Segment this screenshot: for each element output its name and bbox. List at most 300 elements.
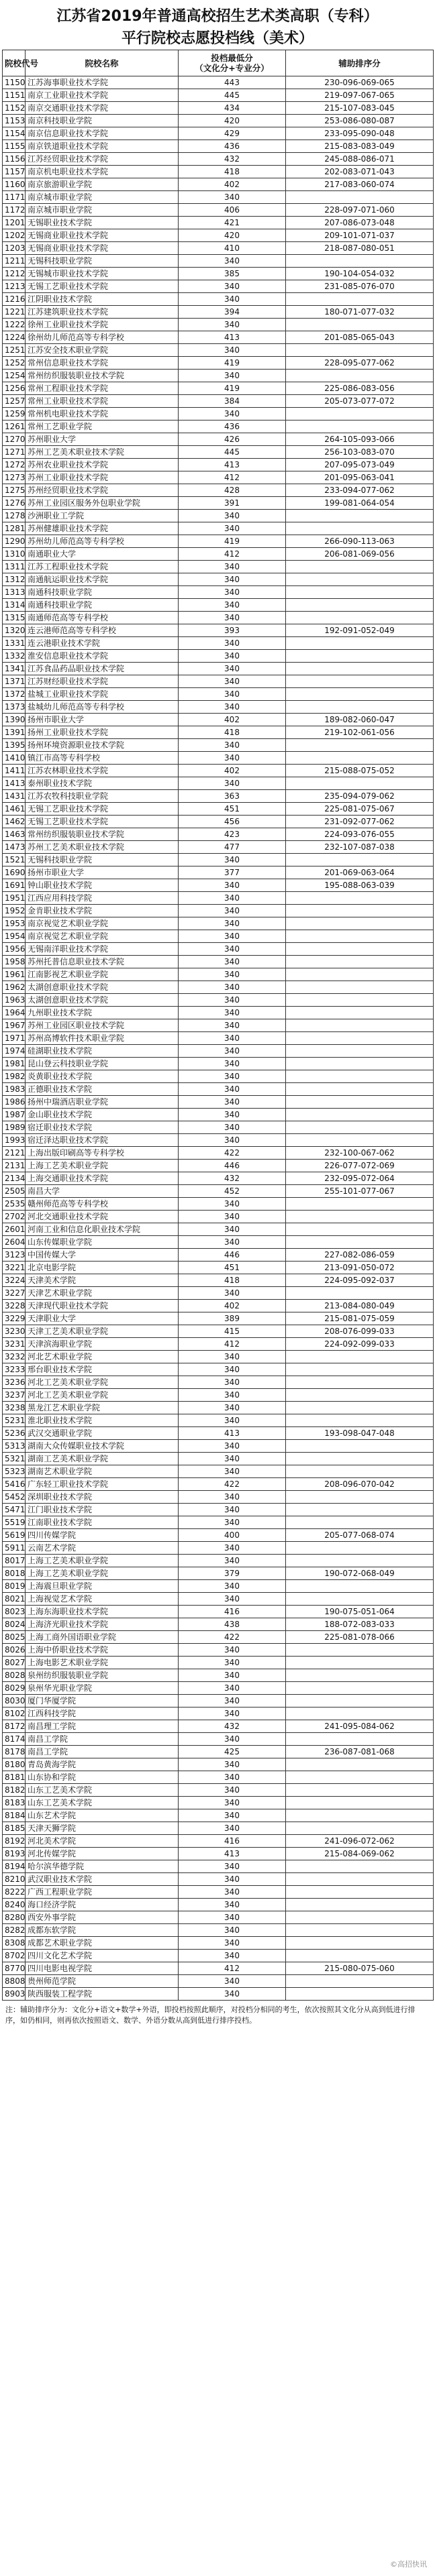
cell-score: 340	[179, 1351, 286, 1363]
cell-score: 340	[179, 573, 286, 586]
cell-code: 5416	[3, 1478, 26, 1491]
table-row	[3, 1695, 434, 1707]
table-row	[3, 1058, 434, 1070]
cell-name: 宿迁泽达职业技术学院	[26, 1134, 179, 1147]
cell-code: 1987	[3, 1109, 26, 1121]
cell-rank	[286, 1860, 434, 1873]
cell-score: 413	[179, 331, 286, 344]
cell-score: 340	[179, 1096, 286, 1109]
cell-rank	[286, 1440, 434, 1453]
cell-code: 1271	[3, 446, 26, 459]
cell-score: 340	[179, 561, 286, 573]
cell-score: 340	[179, 1376, 286, 1389]
cell-name: 金肯职业技术学院	[26, 905, 179, 917]
cell-score: 340	[179, 1121, 286, 1134]
cell-code: 1390	[3, 714, 26, 726]
table-row	[3, 1669, 434, 1682]
table-row	[3, 153, 434, 166]
cell-name: 天津现代职业技术学院	[26, 1300, 179, 1312]
cell-name: 山东协和学院	[26, 1771, 179, 1784]
cell-code: 1172	[3, 204, 26, 217]
table-row	[3, 905, 434, 917]
cell-code: 1310	[3, 548, 26, 561]
cell-rank	[286, 1019, 434, 1032]
cell-score: 340	[179, 1797, 286, 1809]
cell-score: 340	[179, 879, 286, 892]
cell-code: 1276	[3, 497, 26, 510]
cell-name: 无锡科技职业学院	[26, 854, 179, 866]
table-row	[3, 930, 434, 943]
table-row	[3, 1606, 434, 1618]
cell-score: 340	[179, 956, 286, 968]
cell-name: 常州工艺职业学院	[26, 421, 179, 433]
cell-code: 1270	[3, 433, 26, 446]
header-score-main: 投档最低分	[211, 53, 253, 63]
table-row	[3, 1211, 434, 1223]
cell-code: 8183	[3, 1797, 26, 1809]
cell-code: 8210	[3, 1873, 26, 1886]
cell-name: 天津艺术职业学院	[26, 1287, 179, 1300]
cell-name: 天津工艺美术职业学院	[26, 1325, 179, 1338]
cell-code: 3231	[3, 1338, 26, 1351]
table-row	[3, 408, 434, 421]
cell-score: 420	[179, 229, 286, 242]
table-row	[3, 1287, 434, 1300]
cell-score: 340	[179, 1771, 286, 1784]
page-title	[0, 0, 435, 50]
cell-rank: 228-097-071-060	[286, 204, 434, 217]
cell-name: 哈尔滨华德学院	[26, 1860, 179, 1873]
cell-code: 8182	[3, 1784, 26, 1797]
cell-name: 上海工艺美术职业学院	[26, 1160, 179, 1172]
cell-name: 上海工艺美术职业学院	[26, 1555, 179, 1567]
table-row	[3, 1504, 434, 1516]
cell-code: 8026	[3, 1644, 26, 1657]
cell-name: 海口经济学院	[26, 1899, 179, 1911]
cell-rank: 208-096-070-042	[286, 1478, 434, 1491]
cell-rank	[286, 1899, 434, 1911]
cell-rank	[286, 956, 434, 968]
cell-code: 2702	[3, 1211, 26, 1223]
table-row	[3, 1924, 434, 1937]
cell-rank	[286, 1695, 434, 1707]
cell-rank	[286, 675, 434, 688]
cell-score: 340	[179, 293, 286, 306]
table-row	[3, 76, 434, 89]
cell-rank	[286, 1414, 434, 1427]
cell-name: 山东传媒职业学院	[26, 1236, 179, 1249]
cell-name: 武汉交通职业学院	[26, 1427, 179, 1440]
cell-name: 钟山职业技术学院	[26, 879, 179, 892]
table-row	[3, 459, 434, 471]
cell-rank: 232-095-072-064	[286, 1172, 434, 1185]
table-row	[3, 854, 434, 866]
cell-name: 上海交通职业技术学院	[26, 1172, 179, 1185]
cell-code: 8185	[3, 1822, 26, 1835]
table-row	[3, 1886, 434, 1899]
cell-score: 445	[179, 446, 286, 459]
cell-name: 广西工程职业学院	[26, 1886, 179, 1899]
table-row	[3, 319, 434, 331]
cell-name: 江苏工程职业技术学院	[26, 561, 179, 573]
table-row	[3, 599, 434, 612]
cell-code: 5911	[3, 1542, 26, 1555]
table-row	[3, 1096, 434, 1109]
cell-name: 上海震旦职业学院	[26, 1580, 179, 1593]
table-row	[3, 803, 434, 816]
cell-rank	[286, 1707, 434, 1720]
cell-score: 429	[179, 127, 286, 140]
cell-name: 江苏安全技术职业学院	[26, 344, 179, 357]
cell-score: 340	[179, 1899, 286, 1911]
cell-name: 天津美术学院	[26, 1274, 179, 1287]
table-row	[3, 471, 434, 484]
cell-rank	[286, 599, 434, 612]
cell-code: 1314	[3, 599, 26, 612]
cell-code: 1313	[3, 586, 26, 599]
cell-code: 1213	[3, 280, 26, 293]
cell-rank	[286, 1758, 434, 1771]
table-row	[3, 1325, 434, 1338]
cell-rank: 188-072-083-033	[286, 1618, 434, 1631]
cell-rank	[286, 1032, 434, 1045]
cell-score: 422	[179, 1631, 286, 1644]
cell-code: 1952	[3, 905, 26, 917]
cell-code: 1989	[3, 1121, 26, 1134]
cell-name: 天津滨海职业学院	[26, 1338, 179, 1351]
cell-code: 8240	[3, 1899, 26, 1911]
cell-rank	[286, 663, 434, 675]
cell-rank: 213-091-050-072	[286, 1262, 434, 1274]
cell-score: 384	[179, 395, 286, 408]
cell-score: 432	[179, 1172, 286, 1185]
cell-code: 8903	[3, 1988, 26, 2001]
cell-score: 340	[179, 1682, 286, 1695]
cell-rank	[286, 1363, 434, 1376]
cell-name: 成都艺术职业学院	[26, 1937, 179, 1950]
cell-score: 340	[179, 981, 286, 994]
cell-code: 8174	[3, 1733, 26, 1746]
table-row	[3, 166, 434, 178]
cell-score: 340	[179, 1045, 286, 1058]
cell-code: 1983	[3, 1083, 26, 1096]
cell-name: 苏州工艺美术职业技术学院	[26, 446, 179, 459]
table-row	[3, 1300, 434, 1312]
cell-code: 1974	[3, 1045, 26, 1058]
table-row	[3, 1720, 434, 1733]
cell-code: 8025	[3, 1631, 26, 1644]
cell-name: 青岛黄海学院	[26, 1758, 179, 1771]
cell-name: 苏州健雄职业技术学院	[26, 522, 179, 535]
footnote: 注：辅助排序分为：文化分+语文+数学+外语，即投档按照此顺序，对投档分相同的考生，依次按照其文化分从高到低进行排序，如仍相同，则再依次按照语文、数学、外语分数从高到低进行排序投档。	[5, 2005, 416, 2025]
table-row	[3, 306, 434, 319]
cell-score: 340	[179, 1402, 286, 1414]
cell-code: 8102	[3, 1707, 26, 1720]
cell-name: 西安外事学院	[26, 1911, 179, 1924]
cell-rank: 189-082-060-047	[286, 714, 434, 726]
table-row	[3, 612, 434, 624]
cell-rank	[286, 1351, 434, 1363]
table-row	[3, 255, 434, 268]
cell-name: 山东工艺美术学院	[26, 1797, 179, 1809]
cell-rank	[286, 1886, 434, 1899]
table-row	[3, 293, 434, 306]
table-row	[3, 535, 434, 548]
cell-name: 昆山登云科技职业学院	[26, 1058, 179, 1070]
cell-name: 常州工业职业技术学院	[26, 395, 179, 408]
cell-score: 418	[179, 726, 286, 739]
table-row	[3, 1962, 434, 1975]
table-row	[3, 344, 434, 357]
cell-score: 402	[179, 765, 286, 777]
cell-name: 南京视觉艺术职业学院	[26, 917, 179, 930]
cell-score: 340	[179, 1950, 286, 1962]
table-row	[3, 242, 434, 255]
cell-name: 江苏农牧科技职业学院	[26, 790, 179, 803]
cell-name: 上海中侨职业技术学院	[26, 1644, 179, 1657]
table-row	[3, 1644, 434, 1657]
cell-score: 340	[179, 1070, 286, 1083]
cell-score: 377	[179, 866, 286, 879]
cell-code: 1290	[3, 535, 26, 548]
cell-code: 1311	[3, 561, 26, 573]
cell-score: 340	[179, 994, 286, 1007]
table-row	[3, 1809, 434, 1822]
cell-score: 340	[179, 688, 286, 701]
cell-code: 1152	[3, 102, 26, 115]
cell-score: 340	[179, 1019, 286, 1032]
table-header-row	[3, 50, 434, 76]
table-row	[3, 1975, 434, 1988]
cell-name: 九州职业技术学院	[26, 1007, 179, 1019]
cell-code: 1958	[3, 956, 26, 968]
cell-code: 1252	[3, 357, 26, 370]
table-row	[3, 573, 434, 586]
table-row	[3, 688, 434, 701]
cell-rank	[286, 1504, 434, 1516]
cell-rank	[286, 191, 434, 204]
table-row	[3, 1822, 434, 1835]
cell-name: 盐城工业职业技术学院	[26, 688, 179, 701]
cell-score: 436	[179, 140, 286, 153]
cell-name: 南京机电职业技术学院	[26, 166, 179, 178]
table-row	[3, 1555, 434, 1567]
cell-score: 340	[179, 1657, 286, 1669]
cell-rank	[286, 1542, 434, 1555]
cell-score: 340	[179, 739, 286, 752]
cell-code: 1154	[3, 127, 26, 140]
cell-rank	[286, 319, 434, 331]
cell-name: 扬州工业职业技术学院	[26, 726, 179, 739]
table-row	[3, 1389, 434, 1402]
cell-score: 340	[179, 1516, 286, 1529]
cell-rank	[286, 701, 434, 714]
cell-rank	[286, 1223, 434, 1236]
cell-score: 340	[179, 637, 286, 650]
cell-code: 1221	[3, 306, 26, 319]
cell-score: 340	[179, 1669, 286, 1682]
table-row	[3, 1262, 434, 1274]
cell-rank: 233-094-077-062	[286, 484, 434, 497]
cell-rank	[286, 930, 434, 943]
cell-code: 1373	[3, 701, 26, 714]
cell-code: 1171	[3, 191, 26, 204]
table-row	[3, 1682, 434, 1695]
cell-name: 扬州中瑞酒店职业学院	[26, 1096, 179, 1109]
cell-score: 340	[179, 1083, 286, 1096]
cell-score: 446	[179, 1160, 286, 1172]
cell-score: 340	[179, 1809, 286, 1822]
cell-rank: 227-082-086-059	[286, 1249, 434, 1262]
cell-name: 江苏建筑职业技术学院	[26, 306, 179, 319]
cell-score: 428	[179, 484, 286, 497]
table-row	[3, 1631, 434, 1644]
cell-rank	[286, 917, 434, 930]
cell-name: 江西科技学院	[26, 1707, 179, 1720]
cell-name: 徐州工业职业技术学院	[26, 319, 179, 331]
cell-name: 苏州工业职业技术学院	[26, 471, 179, 484]
cell-rank: 225-086-083-056	[286, 382, 434, 395]
cell-code: 1954	[3, 930, 26, 943]
cell-code: 1431	[3, 790, 26, 803]
cell-name: 太湖创意职业技术学院	[26, 994, 179, 1007]
cell-name: 苏州工业园区职业技术学院	[26, 1019, 179, 1032]
header-score	[179, 50, 286, 76]
table-row	[3, 548, 434, 561]
cell-name: 四川文化艺术学院	[26, 1950, 179, 1962]
cell-rank: 215-088-075-052	[286, 765, 434, 777]
cell-name: 河北工艺美术职业学院	[26, 1376, 179, 1389]
cell-rank	[286, 1669, 434, 1682]
table-row	[3, 1249, 434, 1262]
cell-rank	[286, 1045, 434, 1058]
cell-code: 1963	[3, 994, 26, 1007]
table-row	[3, 1185, 434, 1198]
cell-score: 402	[179, 714, 286, 726]
cell-code: 1953	[3, 917, 26, 930]
table-row	[3, 421, 434, 433]
cell-code: 2505	[3, 1185, 26, 1198]
cell-code: 1202	[3, 229, 26, 242]
cell-name: 南京铁道职业技术学院	[26, 140, 179, 153]
cell-name: 无锡商业职业技术学院	[26, 229, 179, 242]
table-row	[3, 1707, 434, 1720]
cell-name: 江西应用科技学院	[26, 892, 179, 905]
cell-name: 苏州幼儿师范高等专科学校	[26, 535, 179, 548]
cell-score: 340	[179, 1058, 286, 1070]
header-rank: 辅助排序分	[286, 50, 434, 76]
cell-name: 江门职业技术学院	[26, 1504, 179, 1516]
cell-score: 423	[179, 828, 286, 841]
cell-rank	[286, 1096, 434, 1109]
cell-score: 340	[179, 1440, 286, 1453]
cell-score: 413	[179, 1427, 286, 1440]
table-row	[3, 510, 434, 522]
table-row	[3, 1835, 434, 1848]
cell-code: 8702	[3, 1950, 26, 1962]
cell-name: 无锡南洋职业技术学院	[26, 943, 179, 956]
cell-rank: 195-088-063-039	[286, 879, 434, 892]
table-row	[3, 866, 434, 879]
table-row	[3, 1988, 434, 2001]
table-row	[3, 446, 434, 459]
cell-name: 黑龙江艺术职业学院	[26, 1402, 179, 1414]
table-row	[3, 739, 434, 752]
table-row	[3, 484, 434, 497]
table-row	[3, 1758, 434, 1771]
table-row	[3, 1109, 434, 1121]
cell-rank	[286, 1376, 434, 1389]
cell-name: 湖南艺术职业学院	[26, 1465, 179, 1478]
table-row	[3, 1134, 434, 1147]
cell-score: 340	[179, 1695, 286, 1707]
cell-score: 425	[179, 1746, 286, 1758]
cell-code: 8184	[3, 1809, 26, 1822]
table-row	[3, 178, 434, 191]
cell-code: 1222	[3, 319, 26, 331]
cell-rank: 255-101-077-067	[286, 1185, 434, 1198]
cell-score: 340	[179, 586, 286, 599]
cell-name: 苏州工业园区服务外包职业学院	[26, 497, 179, 510]
table-row	[3, 1873, 434, 1886]
cell-rank: 256-103-083-070	[286, 446, 434, 459]
table-row	[3, 1491, 434, 1504]
cell-name: 天津天狮学院	[26, 1822, 179, 1835]
cell-rank: 241-095-084-062	[286, 1720, 434, 1733]
table-row	[3, 650, 434, 663]
cell-rank	[286, 1083, 434, 1096]
cell-code: 2134	[3, 1172, 26, 1185]
cell-rank: 225-081-078-066	[286, 1631, 434, 1644]
cell-score: 419	[179, 535, 286, 548]
cell-name: 金山职业技术学院	[26, 1109, 179, 1121]
cell-code: 5313	[3, 1440, 26, 1453]
header-name: 院校名称	[26, 50, 179, 76]
cell-score: 418	[179, 166, 286, 178]
cell-name: 南昌工学院	[26, 1746, 179, 1758]
cell-code: 1275	[3, 484, 26, 497]
cell-name: 无锡科技职业学院	[26, 255, 179, 268]
table-row	[3, 1899, 434, 1911]
table-row	[3, 701, 434, 714]
cell-rank	[286, 1809, 434, 1822]
cell-rank	[286, 1657, 434, 1669]
table-row	[3, 1427, 434, 1440]
cell-name: 江苏农林职业技术学院	[26, 765, 179, 777]
table-row	[3, 1860, 434, 1873]
cell-score: 416	[179, 1835, 286, 1848]
table-row	[3, 1338, 434, 1351]
cell-rank: 224-093-076-055	[286, 828, 434, 841]
cell-code: 8017	[3, 1555, 26, 1567]
cell-rank	[286, 1402, 434, 1414]
cell-name: 无锡商业职业技术学院	[26, 242, 179, 255]
cell-score: 419	[179, 382, 286, 395]
cell-score: 340	[179, 701, 286, 714]
cell-score: 340	[179, 1032, 286, 1045]
cell-code: 1371	[3, 675, 26, 688]
cell-score: 340	[179, 752, 286, 765]
cell-rank	[286, 1873, 434, 1886]
cell-name: 泉州华光职业学院	[26, 1682, 179, 1695]
cell-rank: 206-081-069-056	[286, 548, 434, 561]
cell-score: 340	[179, 1363, 286, 1376]
table-row	[3, 229, 434, 242]
cell-score: 438	[179, 1618, 286, 1631]
cell-code: 2601	[3, 1223, 26, 1236]
cell-rank	[286, 612, 434, 624]
table-row	[3, 1414, 434, 1427]
